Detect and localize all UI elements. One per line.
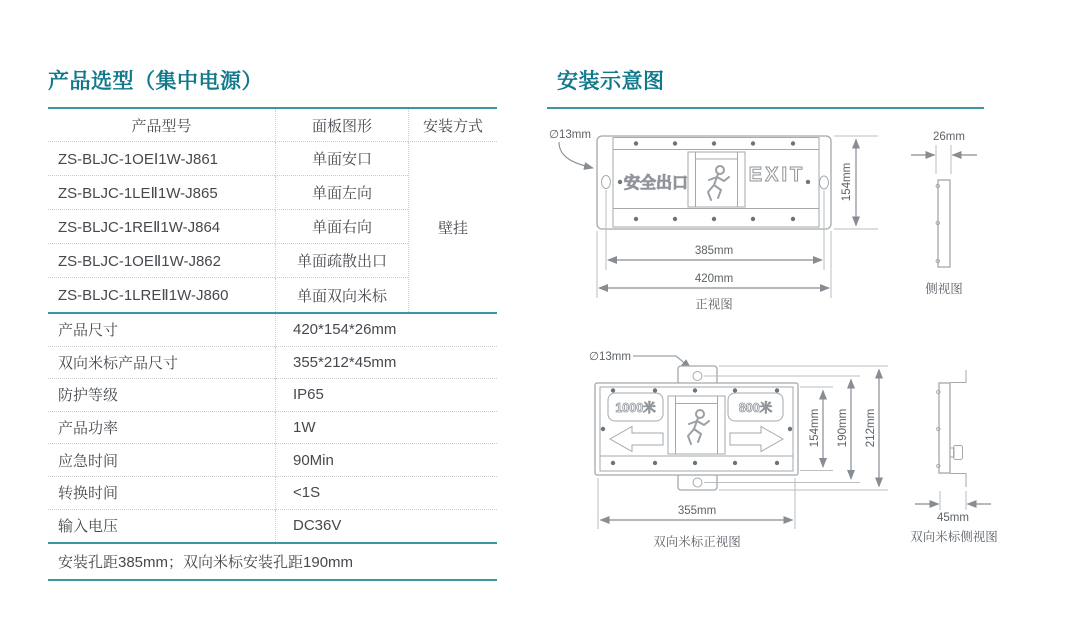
sign-text-cn: 安全出口: [623, 175, 689, 192]
view-caption: 双向米标正视图: [653, 535, 741, 549]
panel-type-cell: 单面疏散出口: [275, 244, 408, 278]
spec-value: 1W: [275, 412, 497, 445]
column-header-model: 产品型号: [48, 109, 275, 142]
side-view-diagram: [911, 131, 977, 296]
dim-label-height: 154mm: [841, 162, 853, 202]
column-header-mount: 安装方式: [408, 109, 497, 142]
table-footer-note: 安装孔距385mm；双向米标安装孔距190mm: [48, 544, 497, 581]
panel-type-cell: 单面安口: [275, 142, 408, 176]
spec-value: 355*212*45mm: [275, 347, 497, 380]
dim-label-hole-span: 385mm: [694, 245, 734, 257]
dim-label-total-height: 212mm: [865, 408, 877, 448]
dim-label-hole-span: 190mm: [837, 408, 849, 448]
spec-value: DC36V: [275, 510, 497, 543]
spec-value: IP65: [275, 379, 497, 412]
spec-value: 420*154*26mm: [275, 314, 497, 347]
panel-type-cell: 单面双向米标: [275, 278, 408, 312]
spec-label: 防护等级: [48, 379, 275, 412]
hole-diameter-label: ∅13mm: [589, 351, 631, 363]
panel-type-cell: 单面右向: [275, 210, 408, 244]
dim-label-depth: 26mm: [933, 131, 965, 143]
dim-label-panel-height: 154mm: [809, 408, 821, 448]
model-cell: ZS-BLJC-1OEⅡ1W-J862: [48, 244, 275, 278]
spec-table: [48, 314, 497, 544]
spec-label: 双向米标产品尺寸: [48, 347, 275, 380]
leader-line: [559, 142, 593, 168]
knob: [950, 446, 963, 460]
view-caption: 双向米标侧视图: [910, 530, 998, 544]
view-caption: 侧视图: [925, 282, 963, 296]
spec-label: 产品尺寸: [48, 314, 275, 347]
spec-label: 应急时间: [48, 444, 275, 477]
product-selection-table: [48, 107, 497, 314]
sign-text-en: EXIT: [748, 164, 806, 186]
meter-front-view-diagram: [589, 351, 888, 549]
hole-diameter-label: ∅13mm: [549, 129, 591, 141]
spec-label: 产品功率: [48, 412, 275, 445]
view-caption: 正视图: [695, 297, 733, 312]
panel-type-cell: 单面左向: [275, 176, 408, 210]
spec-value: <1S: [275, 477, 497, 510]
dim-label-width: 355mm: [677, 505, 717, 517]
model-cell: ZS-BLJC-1LEⅡ1W-J865: [48, 176, 275, 210]
section-title-selection: 产品选型（集中电源）: [48, 70, 263, 93]
mount-method-cell: 壁挂: [408, 142, 497, 312]
meter-label-right: 800米: [738, 401, 773, 415]
column-header-panel: 面板图形: [275, 109, 408, 142]
dim-label-width: 420mm: [694, 273, 734, 285]
installation-section: [547, 68, 984, 109]
meter-label-left: 1000米: [615, 401, 656, 415]
installation-diagrams: [537, 112, 1074, 560]
meter-side-view-diagram: [910, 370, 998, 544]
model-cell: ZS-BLJC-1LREⅡ1W-J860: [58, 287, 229, 304]
spec-label: 转换时间: [48, 477, 275, 510]
section-title-installation: 安装示意图: [557, 70, 665, 93]
dim-label-depth: 45mm: [937, 512, 969, 524]
spec-value: 90Min: [275, 444, 497, 477]
model-cell: ZS-BLJC-1OEⅠ1W-J861: [48, 142, 275, 176]
model-cell: ZS-BLJC-1REⅡ1W-J864: [48, 210, 275, 244]
product-selection-section: [48, 68, 497, 581]
front-view-diagram: [549, 129, 878, 312]
spec-label: 输入电压: [58, 518, 119, 536]
